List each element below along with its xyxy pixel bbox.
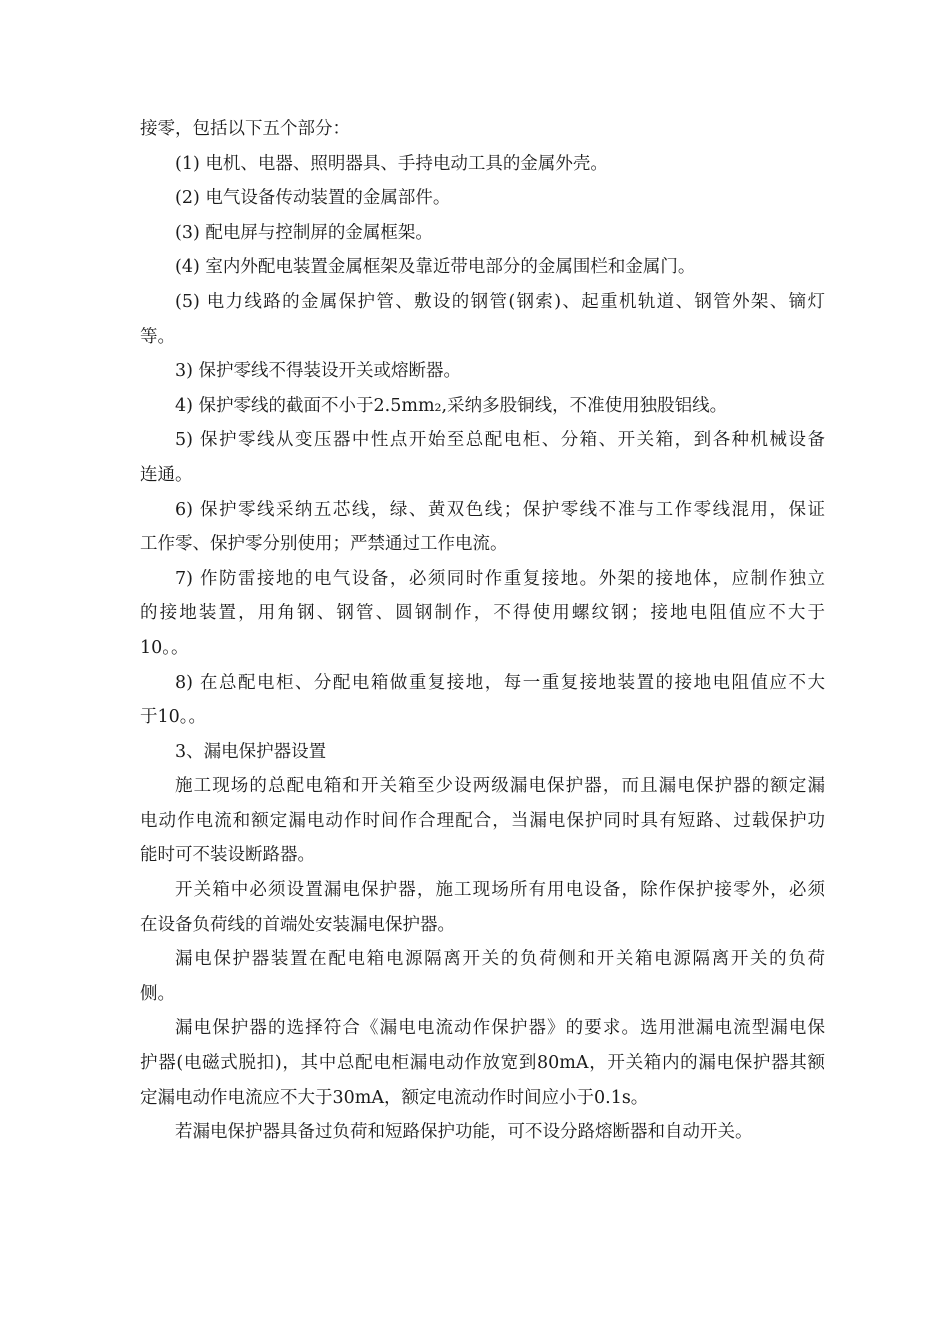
text-line: 接零，包括以下五个部分： (140, 119, 350, 139)
text-line: (3) 配电屏与控制屏的金属框架。 (175, 222, 433, 243)
text-line: 若漏电保护器具备过负荷和短路保护功能，可不设分路熔断器和自动开关。 (175, 1122, 753, 1143)
text-line: 3、漏电保护器设置 (175, 741, 327, 762)
text-line: 施工现场的总配电箱和开关箱至少设两级漏电保护器，而且漏电保护器的额定漏 (175, 776, 825, 797)
paragraph (140, 873, 825, 942)
paragraph (140, 942, 825, 1011)
text-line: 等。 (140, 326, 175, 347)
paragraph (140, 112, 825, 147)
text-line: (2) 电气设备传动装置的金属部件。 (175, 188, 451, 209)
paragraph (140, 769, 825, 873)
list-item (140, 181, 825, 216)
text-line: 连通。 (140, 464, 193, 485)
list-item (140, 666, 825, 735)
text-line: 护器(电磁式脱扣)，其中总配电柜漏电动作放宽到80mA，开关箱内的漏电保护器其额 (140, 1053, 825, 1074)
text-line: 10。。 (140, 637, 189, 658)
text-line: 漏电保护器装置在配电箱电源隔离开关的负荷侧和开关箱电源隔离开关的负荷 (175, 949, 825, 970)
list-item (140, 389, 825, 424)
list-item (140, 285, 825, 354)
section-heading (140, 735, 825, 770)
text-line: 能时可不装设断路器。 (140, 845, 315, 866)
list-item (140, 216, 825, 251)
text-line: 在设备负荷线的首端处安装漏电保护器。 (140, 914, 455, 935)
paragraph (140, 1115, 825, 1150)
text-line: (5) 电力线路的金属保护管、敷设的钢管(钢索)、起重机轨道、钢管外架、镝灯 (175, 291, 825, 312)
list-item (140, 354, 825, 389)
text-line: 开关箱中必须设置漏电保护器，施工现场所有用电设备，除作保护接零外，必须 (175, 880, 825, 901)
list-item (140, 250, 825, 285)
text-line: (1) 电机、电器、照明器具、手持电动工具的金属外壳。 (175, 153, 608, 174)
list-item (140, 562, 825, 666)
text-line: 3) 保护零线不得装设开关或熔断器。 (175, 361, 462, 382)
text-line: 6) 保护零线采纳五芯线，绿、黄双色线；保护零线不准与工作零线混用，保证 (175, 499, 825, 520)
paragraph (140, 1011, 825, 1115)
text-line: 5) 保护零线从变压器中性点开始至总配电柜、分箱、开关箱，到各种机械设备 (175, 430, 825, 451)
list-item (140, 147, 825, 182)
text-line: 7) 作防雷接地的电气设备，必须同时作重复接地。外架的接地体，应制作独立 (175, 568, 825, 589)
list-item (140, 493, 825, 562)
text-line: 于10。。 (140, 707, 207, 728)
text-line: 8) 在总配电柜、分配电箱做重复接地，每一重复接地装置的接地电阻值应不大 (175, 672, 825, 693)
list-item (140, 423, 825, 492)
text-line: 侧。 (140, 983, 175, 1004)
text-line: 4) 保护零线的截面不小于2.5mm₂,采纳多股铜线，不准使用独股铝线。 (175, 395, 728, 416)
text-line: 电动作电流和额定漏电动作时间作合理配合，当漏电保护同时具有短路、过载保护功 (140, 810, 825, 831)
text-line: 的接地装置，用角钢、钢管、圆钢制作，不得使用螺纹钢；接地电阻值应不大于 (140, 603, 825, 624)
text-line: (4) 室内外配电装置金属框架及靠近带电部分的金属围栏和金属门。 (175, 257, 696, 278)
text-line: 工作零、保护零分别使用；严禁通过工作电流。 (140, 534, 508, 555)
document-body (140, 112, 825, 1150)
text-line: 漏电保护器的选择符合《漏电电流动作保护器》的要求。选用泄漏电流型漏电保 (175, 1018, 825, 1039)
text-line: 定漏电动作电流应不大于30mA，额定电流动作时间应小于0.1s。 (140, 1087, 649, 1108)
